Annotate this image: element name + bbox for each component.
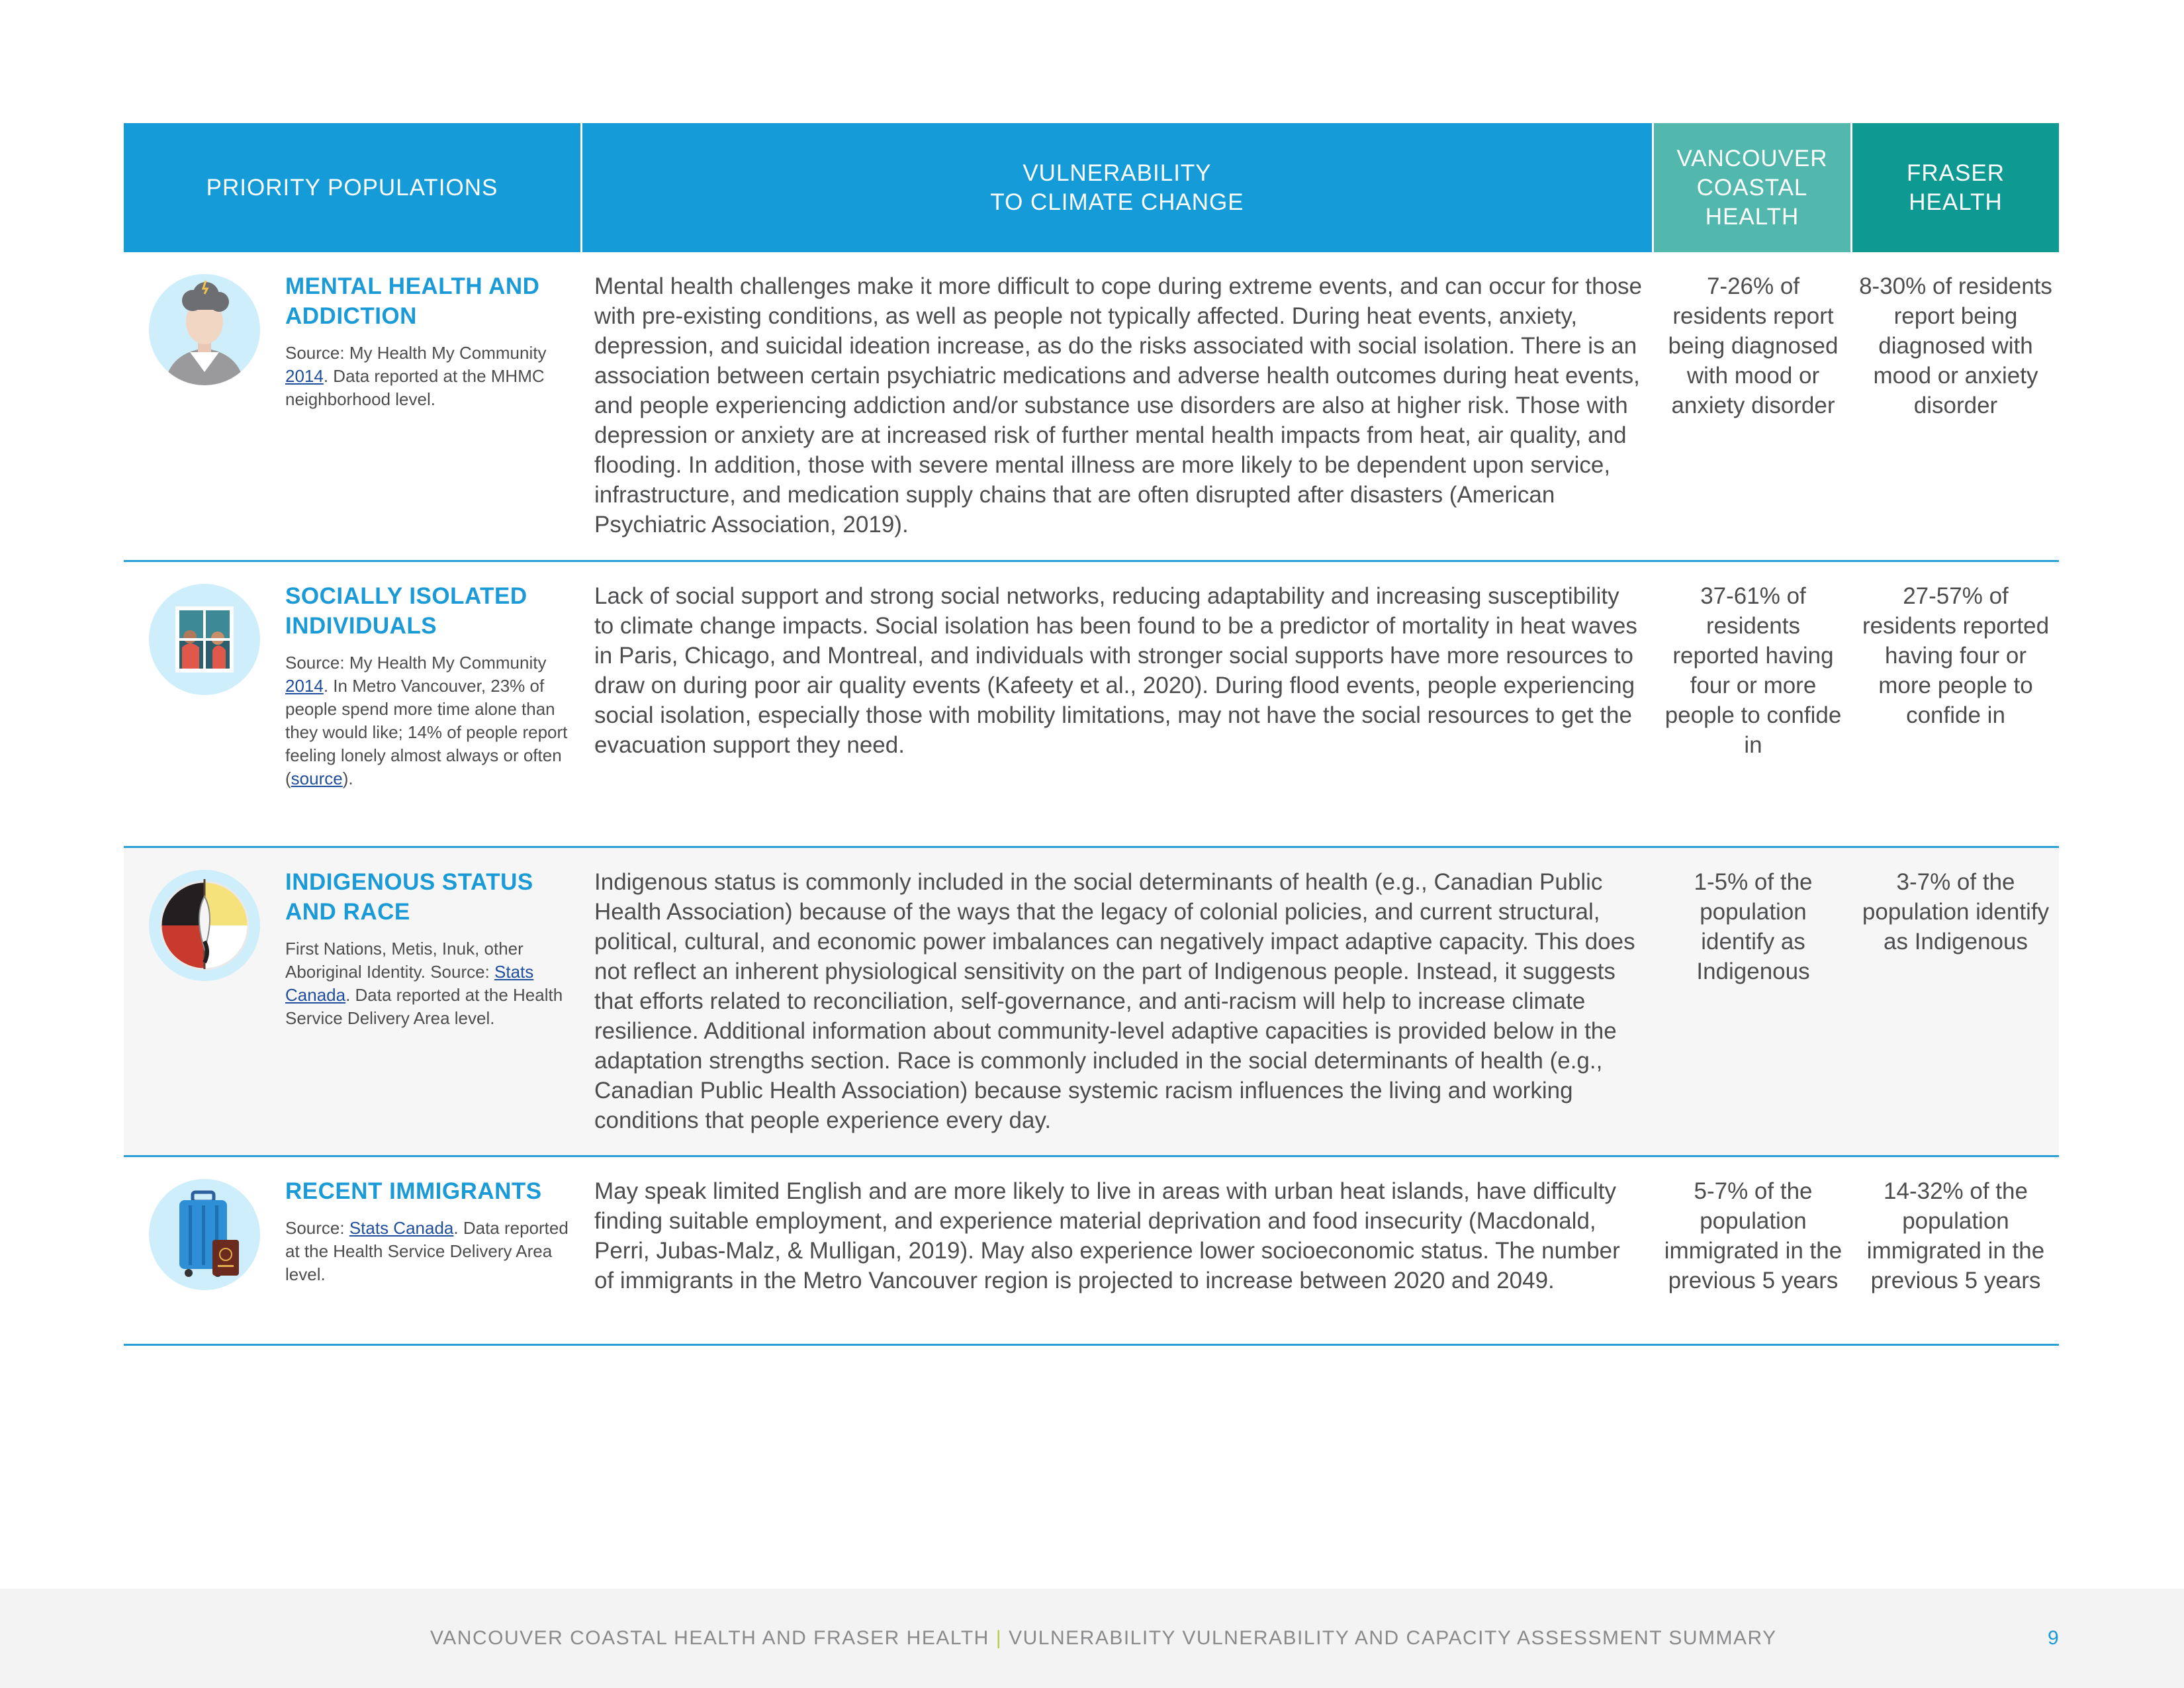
page-footer [0,1589,2184,1688]
table-row [124,562,2059,848]
vulnerability-cell: May speak limited English and are more likely to live in areas with urban heat islands, have difficulty finding suitable employment, and experience material deprivation and food insecurity (Macdonald, Perri, Jubas-Malz, & Mulligan, 2019). May also experience lower socioeconomic status. The number of immigrants in the Metro Vancouver region is projected to increase between 2020 and 2049. [594,1178,1620,1293]
priority-populations-table [124,123,2059,1346]
vch-value-cell: 7-26% of residents report being diagnosed with mood or anxiety disorder [1668,273,1839,418]
page-number: 9 [2048,1627,2059,1649]
population-title: SOCIALLY ISOLATED INDIVIDUALS [285,583,527,639]
population-cell [124,562,582,846]
table-row [124,848,2059,1157]
vch-value-cell: 37-61% of residents reported having four or more people to confide in [1664,583,1842,758]
header-vulnerability: VULNERABILITY TO CLIMATE CHANGE [582,123,1654,252]
header-vancouver-coastal-health: VANCOUVER COASTAL HEALTH [1654,123,1852,252]
population-cell [124,1157,582,1344]
fh-value-cell: 3-7% of the population identify as Indigenous [1862,869,2050,955]
population-cell [124,848,582,1155]
population-source: Source: Stats Canada. Data reported at the Health Service Delivery Area level. [285,1218,569,1284]
header-fraser-health: FRASER HEALTH [1852,123,2059,252]
table-row [124,1157,2059,1346]
fh-value-cell: 8-30% of residents report being diagnosed with mood or anxiety disorder [1859,273,2052,418]
footer-title: VANCOUVER COASTAL HEALTH AND FRASER HEALTH | VULNERABILITY VULNERABILITY AND CAPACITY ASSESSMENT SUMMARY [430,1627,1777,1649]
source-link[interactable]: Stats Canada [349,1218,454,1238]
vch-value-cell: 5-7% of the population immigrated in the previous 5 years [1664,1178,1843,1293]
population-title: RECENT IMMIGRANTS [285,1178,542,1204]
source-link[interactable]: 2014 [285,366,324,386]
vch-value-cell: 1-5% of the population identify as Indigenous [1694,869,1813,984]
population-cell [124,252,582,560]
fh-value-cell: 14-32% of the population immigrated in the previous 5 years [1866,1178,2045,1293]
person-with-cloud-icon [149,274,260,385]
vulnerability-cell: Mental health challenges make it more difficult to cope during extreme events, and can occur for those with pre-existing conditions, as well as people not typically affected. During heat events, anxiety, depression, and suicidal ideation increase, as do the risks associated with social isolation. There is an association between certain psychiatric medications and adverse health outcomes during heat events, and people experiencing addiction and/or substance use disorders are also at higher risk. Those with depression or anxiety are at increased risk of further mental health impacts from heat, air quality, and flooding. In addition, those with severe mental illness are more likely to be dependent upon service, infrastructure, and medication supply chains that are often disrupted after disasters (American Psychiatric Association, 2019). [594,273,1642,538]
person-in-window-icon [149,584,260,695]
table-header [124,123,2059,252]
table-row [124,252,2059,562]
suitcase-passport-icon [149,1179,260,1290]
header-priority-populations: PRIORITY POPULATIONS [124,123,582,252]
fh-value-cell: 27-57% of residents reported having four or more people to confide in [1862,583,2050,728]
population-title: MENTAL HEALTH AND ADDICTION [285,273,540,329]
population-source: Source: My Health My Community 2014. In Metro Vancouver, 23% of people spend more time alone than they would like; 14% of people report feeling lonely almost always or often (source). [285,653,568,788]
population-source: First Nations, Metis, Inuk, other Aboriginal Identity. Source: Stats Canada. Data reported at the Health Service Delivery Area level. [285,939,563,1028]
source-link[interactable]: Stats Canada [285,962,534,1005]
vulnerability-cell: Indigenous status is commonly included in the social determinants of health (e.g., Canadian Public Health Association) because of the ways that the legacy of colonial policies, and current structural, political, cultural, and economic power imbalances can negatively impact adaptive capacity. This does not reflect an inherent physiological sensitivity on the part of Indigenous people. Instead, it suggests that efforts related to reconciliation, self-governance, and anti-racism will help to increase climate resilience. Additional information about community-level adaptive capacities is provided below in the adaptation strengths section. Race is commonly included in the social determinants of health (e.g., Canadian Public Health Association) because systemic racism influences the living and working conditions that people experience every day. [594,869,1635,1133]
population-title: INDIGENOUS STATUS AND RACE [285,869,533,925]
population-source: Source: My Health My Community 2014. Data reported at the MHMC neighborhood level. [285,343,547,409]
medicine-wheel-feather-icon [149,870,260,981]
source-link[interactable]: 2014 [285,676,324,696]
source-link[interactable]: source [291,769,343,788]
vulnerability-cell: Lack of social support and strong social networks, reducing adaptability and increasing susceptibility to climate change impacts. Social isolation has been found to be a predictor of mortality in heat waves in Paris, Chicago, and Montreal, and individuals with stronger social supports have more resources to draw on during poor air quality events (Kafeety et al., 2020). During flood events, people experiencing social isolation, especially those with mobility limitations, may not have the social resources to get the evacuation support they need. [594,583,1637,758]
